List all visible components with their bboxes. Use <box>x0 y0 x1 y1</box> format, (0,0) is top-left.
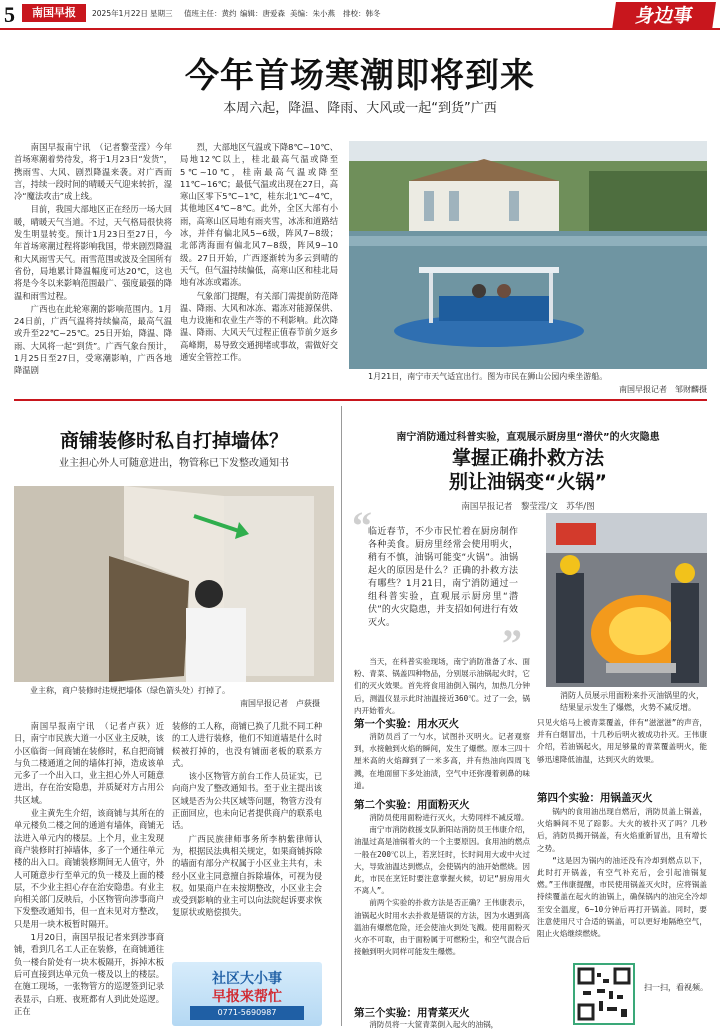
right-paragraph: 南宁市消防救援支队新阳站消防员王伟康介绍，油温过高是油锅着火的一个主要原因。食用油的燃点一般在200℃以上，若烹饪时，长时间用大或中火过大，导致油温达到燃点，会使锅内的油开始燃烧。因此，市民在烹饪时要注意掌握火候，切记“厨房用火不离人”。 <box>354 825 530 896</box>
left-column-1 <box>14 720 164 1026</box>
right-headline-line: 别让油锅变“火锅” <box>449 471 607 493</box>
page-number: 5 <box>4 2 15 27</box>
lead-paragraph: 烈，大部地区气温或下降8℃~10℃、局地12℃以上，桂北最高气温或降至5℃~10℃，桂南最高气温或降至11℃~16℃；最低气温或出现在27日，高寒山区零下5℃~1℃，桂东北1℃~4℃，其他地区4℃~8℃。此外，全区大部有小雨，高寒山区局地有雨夹雪，冰冻和道路结冰，并伴有偏北风5~6级，阵风7~8级；北部湾海面有偏北风7~8级，阵风9~10级。27日开始，广西逐渐转为多云到晴的天气，但气温持续偏低，高寒山区和桂北局地有冰冻或霜冻。 <box>180 142 338 288</box>
column-rule <box>341 406 342 1026</box>
close-quote-icon: ” <box>502 621 522 666</box>
right-paragraph: 前两个实验的扑救方法是否正确？王伟康表示，油锅起火时用水去扑救是错误的方法，因为水遇到高温油有爆燃危险，还会使油火到处飞溅。使用面粉灭火亦不可取，由于面粉属于可燃粉尘，和空气混合后接触到明火同样可能发生爆燃。 <box>354 898 530 957</box>
wall-photo <box>14 486 334 682</box>
left-paragraph: 广西民族律师事务所李枘紫律师认为，根据民法典相关规定，如果商铺拆除的墙面有部分产权属于小区业主共有，未经小区业主同意擅自拆除墙体，可视为侵权。如果商户在未按期整改，小区业主会或受到影响的业主可以向法院起诉要求恢复原状或赔偿损失。 <box>172 833 322 918</box>
right-paragraph: 只见火焰马上被青菜覆盖，伴有“滋滋滋”的声音，并有白烟冒出，十几秒后明火被成功扑灭。王伟康介绍，若油锅起火，用足够量的青菜覆盖明火，能够迅速降低油温，达到灭火的效果。 <box>537 718 707 764</box>
lead-paragraph: 广西也在此轮寒潮的影响范围内。1月24日前，广西气温将持续偏高，最高气温或升至22℃~25℃。25日开始，降温、降雨、大风将一起“到货”。广西气象台预计，1月25日至27日，受寒潮影响，广西各地降温剧 <box>14 303 172 376</box>
lead-photo-caption: 1月21日，南宁市天气适宜出行。图为市民在狮山公园内乘坐游船。 <box>368 372 608 381</box>
lead-quote-box <box>352 503 522 666</box>
art-editor: 美编：朱小燕 <box>290 9 335 18</box>
lead-photo-credit: 南国早报记者 邹财麟摄 <box>619 385 707 394</box>
right-headline-line: 掌握正确扑救方法 <box>451 447 604 469</box>
right-paragraph: 当天，在科普实验现场，南宁消防准备了水、面粉、青菜、锅盖四种物品，分别展示油锅起火时，它们的灭火效果。首先将食用油倒入锅内，加热几分钟后，测温仪显示此时油温接近360℃。过了一会，锅内开始着火。 <box>354 657 530 714</box>
left-headline: 商铺装修时私自打掉墙体？ <box>59 430 288 452</box>
left-paragraph: 1月20日，南国早报记者来到涉事商铺，看到几名工人正在装修，在商铺通往负一楼台阶处有一块木板隔开，拆掉木板后可直接到达单元负一楼及以上的楼层。在施工现场，一张物管方的巡逻签到记录表显示，白班、夜班都有人到此处巡逻。正在 <box>14 932 164 1016</box>
right-byline: 南国早报记者 黎莹滢/文 苏华/图 <box>461 502 595 512</box>
editor: 编辑：唐爱森 <box>240 9 285 18</box>
left-paragraph: 南国早报南宁讯 （记者卢荻）近日，南宁市民族大道一小区业主反映，该小区临街一间商铺在装修时，私自把商铺与负二楼通道之间的墙体打掉，造成该单元多了一个出入口，业主担心外人可随意进出，存在治安隐患，并质疑对方占用公共区域。 <box>14 721 164 805</box>
exp2-body <box>354 812 530 1006</box>
right-intro <box>354 656 530 714</box>
video-qr-code[interactable] <box>573 963 635 1025</box>
exp1-body <box>354 731 530 791</box>
right-paragraph: 消防员舀了一勺水，试图扑灭明火。记者观察到，水接触到火焰的瞬间，发生了爆燃。原本三四十厘米高的火焰蹿到了一米多高，并有热油向四周飞溅，在地面留下多处油渍，空气中还弥漫着刺鼻的味道。 <box>354 732 530 790</box>
section-title: 身边事 <box>612 2 716 30</box>
left-column-2 <box>172 720 322 956</box>
right-paragraph: 消防员将一大筐青菜倒入起火的油锅， <box>369 1020 499 1029</box>
right-paragraph: 锅内的食用油出现自燃后，消防员盖上锅盖，火焰瞬间不见了踪影。大火的被扑灭了吗？几秒后，消防员揭开锅盖，有火焰重新冒出，且有增长之势。 <box>537 807 707 853</box>
issue-weekday: 星期三 <box>150 9 173 18</box>
lake-boat-photo <box>349 141 707 369</box>
exp1-heading: 第一个实验：用水灭火 <box>354 718 459 730</box>
left-photo-caption: 业主称，商户装修时违规把墙体（绿色箭头处）打掉了。 <box>30 686 230 695</box>
lead-paragraph: 气象部门提醒，有关部门需提前防范降温、降雨、大风和冰冻、霜冻对能源保供、电力设施和农业生产等的不利影响。此次降温、降雨、大风天气过程正值春节前夕返乡高峰期，易导致交通拥堵或事故，需做好交通安全管控工作。 <box>180 290 338 363</box>
section-divider <box>14 399 707 401</box>
right-photo-caption: 消防人员展示用面粉来扑灭油锅里的火，结果显示发生了爆燃，火势不减反增。 <box>560 691 704 712</box>
open-quote-icon: “ <box>352 503 372 548</box>
lead-column-2 <box>180 141 338 389</box>
exp3-body-cont <box>537 717 707 775</box>
ad-phone: 0771-5690987 <box>190 1006 304 1020</box>
right-paragraph: “这是因为锅内的油还没有冷却到燃点以下，此时打开锅盖，有空气补充后，会引起油锅复燃。”王伟康提醒，市民使用锅盖灭火时，应将锅盖持续覆盖在起火的油锅上，确保锅内的油完全冷却至安全温度，6~10分钟后再打开锅盖。同时，要注意使用尺寸合适的锅盖，可以更好地隔绝空气，阻止火焰继续燃烧。 <box>537 855 707 939</box>
exp3-body <box>354 1019 530 1032</box>
exp3-heading: 第三个实验：用青菜灭火 <box>354 1007 470 1019</box>
ad-title: 社区大小事 <box>212 971 282 987</box>
exp4-heading: 第四个实验：用锅盖灭火 <box>537 792 653 804</box>
editor-in-charge: 值班主任：黄约 <box>184 9 237 18</box>
left-paragraph: 业主黄先生介绍，该商铺与其所在的单元楼负二楼之间的通道有墙体，商铺无法进入单元内的楼层。上个月，业主发现商户装修时打掉墙体，多了一个通往单元楼的出入口。商铺装修期间无人值守，外人可随意步行至单元的负一楼及上面的楼层，不少业主担心存在治安隐患。有业主向相关部门反映后，小区物管向涉事商户下发整改通知书，但一直未见对方整改，只是用一块木板暂时隔开。 <box>14 808 164 929</box>
page-header <box>0 0 720 30</box>
exp2-heading: 第二个实验：用面粉灭火 <box>354 799 470 811</box>
community-ad-banner <box>172 962 322 1026</box>
lead-column-1 <box>14 141 172 389</box>
proofreader: 排校：韩冬 <box>343 9 381 18</box>
right-kicker: 南宁消防通过科普实验，直观展示厨房里“潜伏”的火灾隐患 <box>396 432 660 443</box>
ad-subtitle: 早报来帮忙 <box>212 989 282 1005</box>
left-photo-credit: 南国早报记者 卢荻摄 <box>240 699 320 708</box>
right-headline <box>349 446 707 494</box>
exp4-body <box>537 806 707 958</box>
lead-paragraph: 南国早报南宁讯 （记者黎莹滢）今年首场寒潮着势待发，将于1月23日“发货”，携雨雪、大风、剧烈降温来袭。对广西而言，持续一段时间的晴暖天气迎来转折，湿冷“魔法攻击”成上线。 <box>14 142 172 202</box>
left-paragraph: 该小区物管方前台工作人员证实，已向商户发了整改通知书。至于业主提出该区域是否为公共区域等问题，物管方没有正面回应，也未向记者提供商户的联系电话。 <box>172 771 322 831</box>
lead-headline: 今年首场寒潮即将到来 <box>185 56 535 96</box>
lead-subhead: 本周六起，降温、降雨、大风或一起“到货”广西 <box>223 101 497 116</box>
issue-date: 2025年1月22日 <box>92 9 148 18</box>
qr-caption: 扫一扫，看视频。 <box>644 983 708 992</box>
left-paragraph: 装修的工人称，商铺已换了几批不同工种的工人进行装修，他们不知道墙是什么时候被打掉的，也没有铺面老板的联系方式。 <box>172 721 322 768</box>
right-paragraph: 消防员使用面粉进行灭火，大势同样不减反增。 <box>369 813 529 822</box>
left-subhead: 业主担心外人可随意进出，物管称已下发整改通知书 <box>59 458 289 469</box>
firefighter-photo <box>546 513 707 687</box>
lead-quote-text: 临近春节，不少市民忙着在厨房制作各种美食。厨房里经常会使用明火，稍有不慎，油锅可能变“火锅”。油锅起火的原因是什么？正确的扑救方法有哪些？1月21日，南宁消防通过一组科普实验，直观展示厨房里“潜伏”的火灾隐患，并支招如何进行有效灭火。 <box>368 527 518 628</box>
paper-logo: 南国早报 <box>22 4 86 22</box>
lead-paragraph: 目前，我国大部地区正在经历一场大回暖，晴暖天气当道。不过，天气格局很快将发生明显转变。预计1月23日至27日，今年首场寒潮过程将影响我国，带来剧烈降温和大风雨雪天气。雨雪范围或波及全国所有省份，局地累计降温幅度可达20℃，这也将是今冬以来影响范围最广、强度最强的降温和雨雪过程。 <box>14 204 172 301</box>
